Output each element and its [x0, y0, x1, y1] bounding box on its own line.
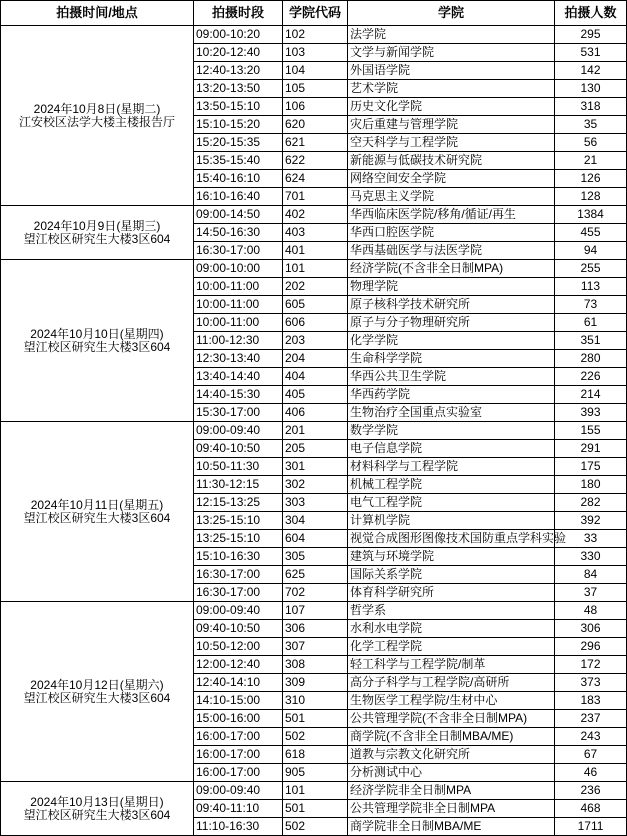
cell-college: 国际关系学院	[348, 566, 555, 584]
cell-time-slot: 14:10-15:00	[194, 692, 283, 710]
cell-person-count: 296	[555, 638, 627, 656]
cell-person-count: 67	[555, 746, 627, 764]
cell-person-count: 1711	[555, 818, 627, 836]
cell-person-count: 175	[555, 458, 627, 476]
cell-person-count: 282	[555, 494, 627, 512]
cell-time-slot: 09:00-09:40	[194, 422, 283, 440]
cell-time-slot: 15:35-15:40	[194, 152, 283, 170]
header-person-count: 拍摄人数	[555, 1, 627, 26]
cell-college-code: 102	[283, 26, 348, 44]
cell-time-slot: 11:30-12:15	[194, 476, 283, 494]
cell-college: 公共管理学院(不含非全日制MPA)	[348, 710, 555, 728]
cell-college: 化学学院	[348, 332, 555, 350]
cell-college: 华西药学院	[348, 386, 555, 404]
cell-time-slot: 16:30-17:00	[194, 242, 283, 260]
cell-person-count: 21	[555, 152, 627, 170]
cell-college: 分析测试中心	[348, 764, 555, 782]
cell-college: 视觉合成图形图像技术国防重点学科实验	[348, 530, 555, 548]
cell-college: 网络空间安全学院	[348, 170, 555, 188]
cell-college-code: 605	[283, 296, 348, 314]
cell-college-code: 308	[283, 656, 348, 674]
cell-time-slot: 16:00-17:00	[194, 764, 283, 782]
cell-time-slot: 13:40-14:40	[194, 368, 283, 386]
cell-college-code: 406	[283, 404, 348, 422]
header-datetime-location: 拍摄时间/地点	[1, 1, 194, 26]
cell-time-slot: 15:40-16:10	[194, 170, 283, 188]
table-row	[1, 206, 627, 224]
cell-time-slot: 16:00-17:00	[194, 728, 283, 746]
cell-college-code: 304	[283, 512, 348, 530]
cell-time-slot: 10:50-11:30	[194, 458, 283, 476]
cell-time-slot: 11:10-16:30	[194, 818, 283, 836]
cell-time-slot: 09:40-10:50	[194, 620, 283, 638]
cell-college-code: 606	[283, 314, 348, 332]
cell-college-code: 404	[283, 368, 348, 386]
cell-person-count: 126	[555, 170, 627, 188]
cell-college: 外国语学院	[348, 62, 555, 80]
cell-college: 华西基础医学与法医学院	[348, 242, 555, 260]
cell-college: 机械工程学院	[348, 476, 555, 494]
cell-time-slot: 10:00-11:00	[194, 296, 283, 314]
cell-college-code: 310	[283, 692, 348, 710]
cell-person-count: 280	[555, 350, 627, 368]
cell-college-code: 309	[283, 674, 348, 692]
cell-college-code: 501	[283, 710, 348, 728]
cell-college-code: 101	[283, 260, 348, 278]
cell-person-count: 84	[555, 566, 627, 584]
cell-college: 经济学院(不含非全日制MPA)	[348, 260, 555, 278]
cell-college-code: 702	[283, 584, 348, 602]
cell-time-slot: 15:20-15:35	[194, 134, 283, 152]
cell-time-slot: 10:50-12:00	[194, 638, 283, 656]
cell-college-code: 624	[283, 170, 348, 188]
cell-college-code: 604	[283, 530, 348, 548]
cell-time-slot: 12:15-13:25	[194, 494, 283, 512]
cell-college-code: 501	[283, 800, 348, 818]
cell-person-count: 61	[555, 314, 627, 332]
cell-person-count: 180	[555, 476, 627, 494]
table-header	[1, 1, 627, 26]
cell-time-slot: 13:25-15:10	[194, 530, 283, 548]
cell-datetime-location: 2024年10月8日(星期二) 江安校区法学大楼主楼报告厅	[1, 26, 194, 206]
cell-college-code: 620	[283, 116, 348, 134]
cell-person-count: 291	[555, 440, 627, 458]
cell-time-slot: 09:00-09:40	[194, 602, 283, 620]
cell-college-code: 621	[283, 134, 348, 152]
cell-person-count: 318	[555, 98, 627, 116]
cell-person-count: 94	[555, 242, 627, 260]
cell-time-slot: 09:40-11:10	[194, 800, 283, 818]
cell-datetime-location: 2024年10月12日(星期六) 望江校区研究生大楼3区604	[1, 602, 194, 782]
cell-time-slot: 10:00-11:00	[194, 314, 283, 332]
cell-college-code: 103	[283, 44, 348, 62]
cell-college: 化学工程学院	[348, 638, 555, 656]
cell-college: 轻工科学与工程学院/制革	[348, 656, 555, 674]
cell-college-code: 401	[283, 242, 348, 260]
cell-datetime-location: 2024年10月13日(星期日) 望江校区研究生大楼3区604	[1, 782, 194, 836]
cell-college: 商学院非全日制MBA/ME	[348, 818, 555, 836]
cell-college-code: 618	[283, 746, 348, 764]
cell-person-count: 214	[555, 386, 627, 404]
cell-person-count: 155	[555, 422, 627, 440]
cell-person-count: 392	[555, 512, 627, 530]
cell-person-count: 48	[555, 602, 627, 620]
cell-time-slot: 16:00-17:00	[194, 746, 283, 764]
cell-person-count: 130	[555, 80, 627, 98]
cell-college-code: 502	[283, 818, 348, 836]
cell-college: 文学与新闻学院	[348, 44, 555, 62]
cell-time-slot: 14:40-15:30	[194, 386, 283, 404]
cell-person-count: 243	[555, 728, 627, 746]
cell-time-slot: 12:30-13:40	[194, 350, 283, 368]
cell-college: 华西公共卫生学院	[348, 368, 555, 386]
cell-time-slot: 09:40-10:50	[194, 440, 283, 458]
cell-college: 新能源与低碳技术研究院	[348, 152, 555, 170]
cell-college: 原子与分子物理研究所	[348, 314, 555, 332]
cell-college: 材料科学与工程学院	[348, 458, 555, 476]
cell-college-code: 303	[283, 494, 348, 512]
cell-person-count: 35	[555, 116, 627, 134]
cell-time-slot: 15:10-16:30	[194, 548, 283, 566]
cell-person-count: 226	[555, 368, 627, 386]
header-college-code: 学院代码	[283, 1, 348, 26]
cell-person-count: 73	[555, 296, 627, 314]
cell-person-count: 351	[555, 332, 627, 350]
cell-college-code: 203	[283, 332, 348, 350]
cell-college: 空天科学与工程学院	[348, 134, 555, 152]
cell-person-count: 1384	[555, 206, 627, 224]
cell-time-slot: 13:20-13:50	[194, 80, 283, 98]
table-row	[1, 26, 627, 44]
cell-time-slot: 16:10-16:40	[194, 188, 283, 206]
table-row	[1, 602, 627, 620]
cell-college: 马克思主义学院	[348, 188, 555, 206]
cell-person-count: 373	[555, 674, 627, 692]
header-row	[1, 1, 627, 26]
table-row	[1, 782, 627, 800]
header-time-slot: 拍摄时段	[194, 1, 283, 26]
cell-time-slot: 11:00-12:30	[194, 332, 283, 350]
cell-time-slot: 15:10-15:20	[194, 116, 283, 134]
cell-college-code: 105	[283, 80, 348, 98]
cell-college: 华西口腔医学院	[348, 224, 555, 242]
cell-college-code: 405	[283, 386, 348, 404]
cell-college-code: 306	[283, 620, 348, 638]
cell-college: 哲学系	[348, 602, 555, 620]
cell-time-slot: 13:50-15:10	[194, 98, 283, 116]
cell-time-slot: 09:00-10:00	[194, 260, 283, 278]
cell-datetime-location: 2024年10月11日(星期五) 望江校区研究生大楼3区604	[1, 422, 194, 602]
cell-college: 高分子科学与工程学院/高研所	[348, 674, 555, 692]
cell-person-count: 237	[555, 710, 627, 728]
cell-college: 体育科学研究所	[348, 584, 555, 602]
cell-time-slot: 09:00-14:50	[194, 206, 283, 224]
cell-college-code: 101	[283, 782, 348, 800]
cell-person-count: 468	[555, 800, 627, 818]
cell-person-count: 330	[555, 548, 627, 566]
cell-college: 历史文化学院	[348, 98, 555, 116]
cell-datetime-location: 2024年10月9日(星期三) 望江校区研究生大楼3区604	[1, 206, 194, 260]
cell-time-slot: 10:00-11:00	[194, 278, 283, 296]
cell-time-slot: 13:25-15:10	[194, 512, 283, 530]
cell-college-code: 205	[283, 440, 348, 458]
cell-college: 建筑与环境学院	[348, 548, 555, 566]
cell-college-code: 204	[283, 350, 348, 368]
cell-person-count: 393	[555, 404, 627, 422]
cell-college: 生物治疗全国重点实验室	[348, 404, 555, 422]
cell-person-count: 142	[555, 62, 627, 80]
cell-college: 原子核科学技术研究所	[348, 296, 555, 314]
cell-college: 艺术学院	[348, 80, 555, 98]
cell-person-count: 455	[555, 224, 627, 242]
cell-time-slot: 15:30-17:00	[194, 404, 283, 422]
cell-college: 生命科学学院	[348, 350, 555, 368]
cell-college: 法学院	[348, 26, 555, 44]
cell-time-slot: 16:30-17:00	[194, 584, 283, 602]
cell-college-code: 402	[283, 206, 348, 224]
cell-time-slot: 09:00-10:20	[194, 26, 283, 44]
cell-person-count: 128	[555, 188, 627, 206]
cell-college-code: 302	[283, 476, 348, 494]
cell-college: 公共管理学院非全日制MPA	[348, 800, 555, 818]
cell-college: 华西临床医学院/移角/循证/再生	[348, 206, 555, 224]
header-college: 学院	[348, 1, 555, 26]
cell-college-code: 622	[283, 152, 348, 170]
table-row	[1, 260, 627, 278]
cell-person-count: 46	[555, 764, 627, 782]
cell-person-count: 295	[555, 26, 627, 44]
cell-college-code: 403	[283, 224, 348, 242]
cell-college-code: 202	[283, 278, 348, 296]
cell-time-slot: 14:50-16:30	[194, 224, 283, 242]
table-body	[1, 26, 627, 836]
cell-college-code: 701	[283, 188, 348, 206]
cell-time-slot: 15:00-16:00	[194, 710, 283, 728]
cell-time-slot: 09:00-09:40	[194, 782, 283, 800]
cell-college-code: 305	[283, 548, 348, 566]
cell-college-code: 905	[283, 764, 348, 782]
cell-person-count: 113	[555, 278, 627, 296]
cell-person-count: 56	[555, 134, 627, 152]
cell-person-count: 236	[555, 782, 627, 800]
table-row	[1, 422, 627, 440]
cell-college: 商学院(不含非全日制MBA/ME)	[348, 728, 555, 746]
cell-college-code: 301	[283, 458, 348, 476]
cell-time-slot: 10:20-12:40	[194, 44, 283, 62]
cell-college: 电气工程学院	[348, 494, 555, 512]
cell-college: 物理学院	[348, 278, 555, 296]
cell-college: 水利水电学院	[348, 620, 555, 638]
cell-college-code: 307	[283, 638, 348, 656]
cell-college-code: 106	[283, 98, 348, 116]
cell-college-code: 201	[283, 422, 348, 440]
cell-college-code: 625	[283, 566, 348, 584]
cell-college: 数学学院	[348, 422, 555, 440]
cell-college-code: 107	[283, 602, 348, 620]
cell-person-count: 531	[555, 44, 627, 62]
cell-person-count: 37	[555, 584, 627, 602]
cell-time-slot: 12:00-12:40	[194, 656, 283, 674]
cell-college: 道教与宗教文化研究所	[348, 746, 555, 764]
cell-time-slot: 12:40-13:20	[194, 62, 283, 80]
cell-person-count: 183	[555, 692, 627, 710]
cell-college: 电子信息学院	[348, 440, 555, 458]
cell-person-count: 306	[555, 620, 627, 638]
cell-time-slot: 16:30-17:00	[194, 566, 283, 584]
cell-person-count: 172	[555, 656, 627, 674]
cell-person-count: 255	[555, 260, 627, 278]
cell-college: 计算机学院	[348, 512, 555, 530]
cell-person-count: 33	[555, 530, 627, 548]
cell-datetime-location: 2024年10月10日(星期四) 望江校区研究生大楼3区604	[1, 260, 194, 422]
cell-college-code: 104	[283, 62, 348, 80]
cell-time-slot: 12:40-14:10	[194, 674, 283, 692]
cell-college: 经济学院非全日制MPA	[348, 782, 555, 800]
cell-college-code: 502	[283, 728, 348, 746]
cell-college: 生物医学工程学院/生材中心	[348, 692, 555, 710]
cell-college: 灾后重建与管理学院	[348, 116, 555, 134]
